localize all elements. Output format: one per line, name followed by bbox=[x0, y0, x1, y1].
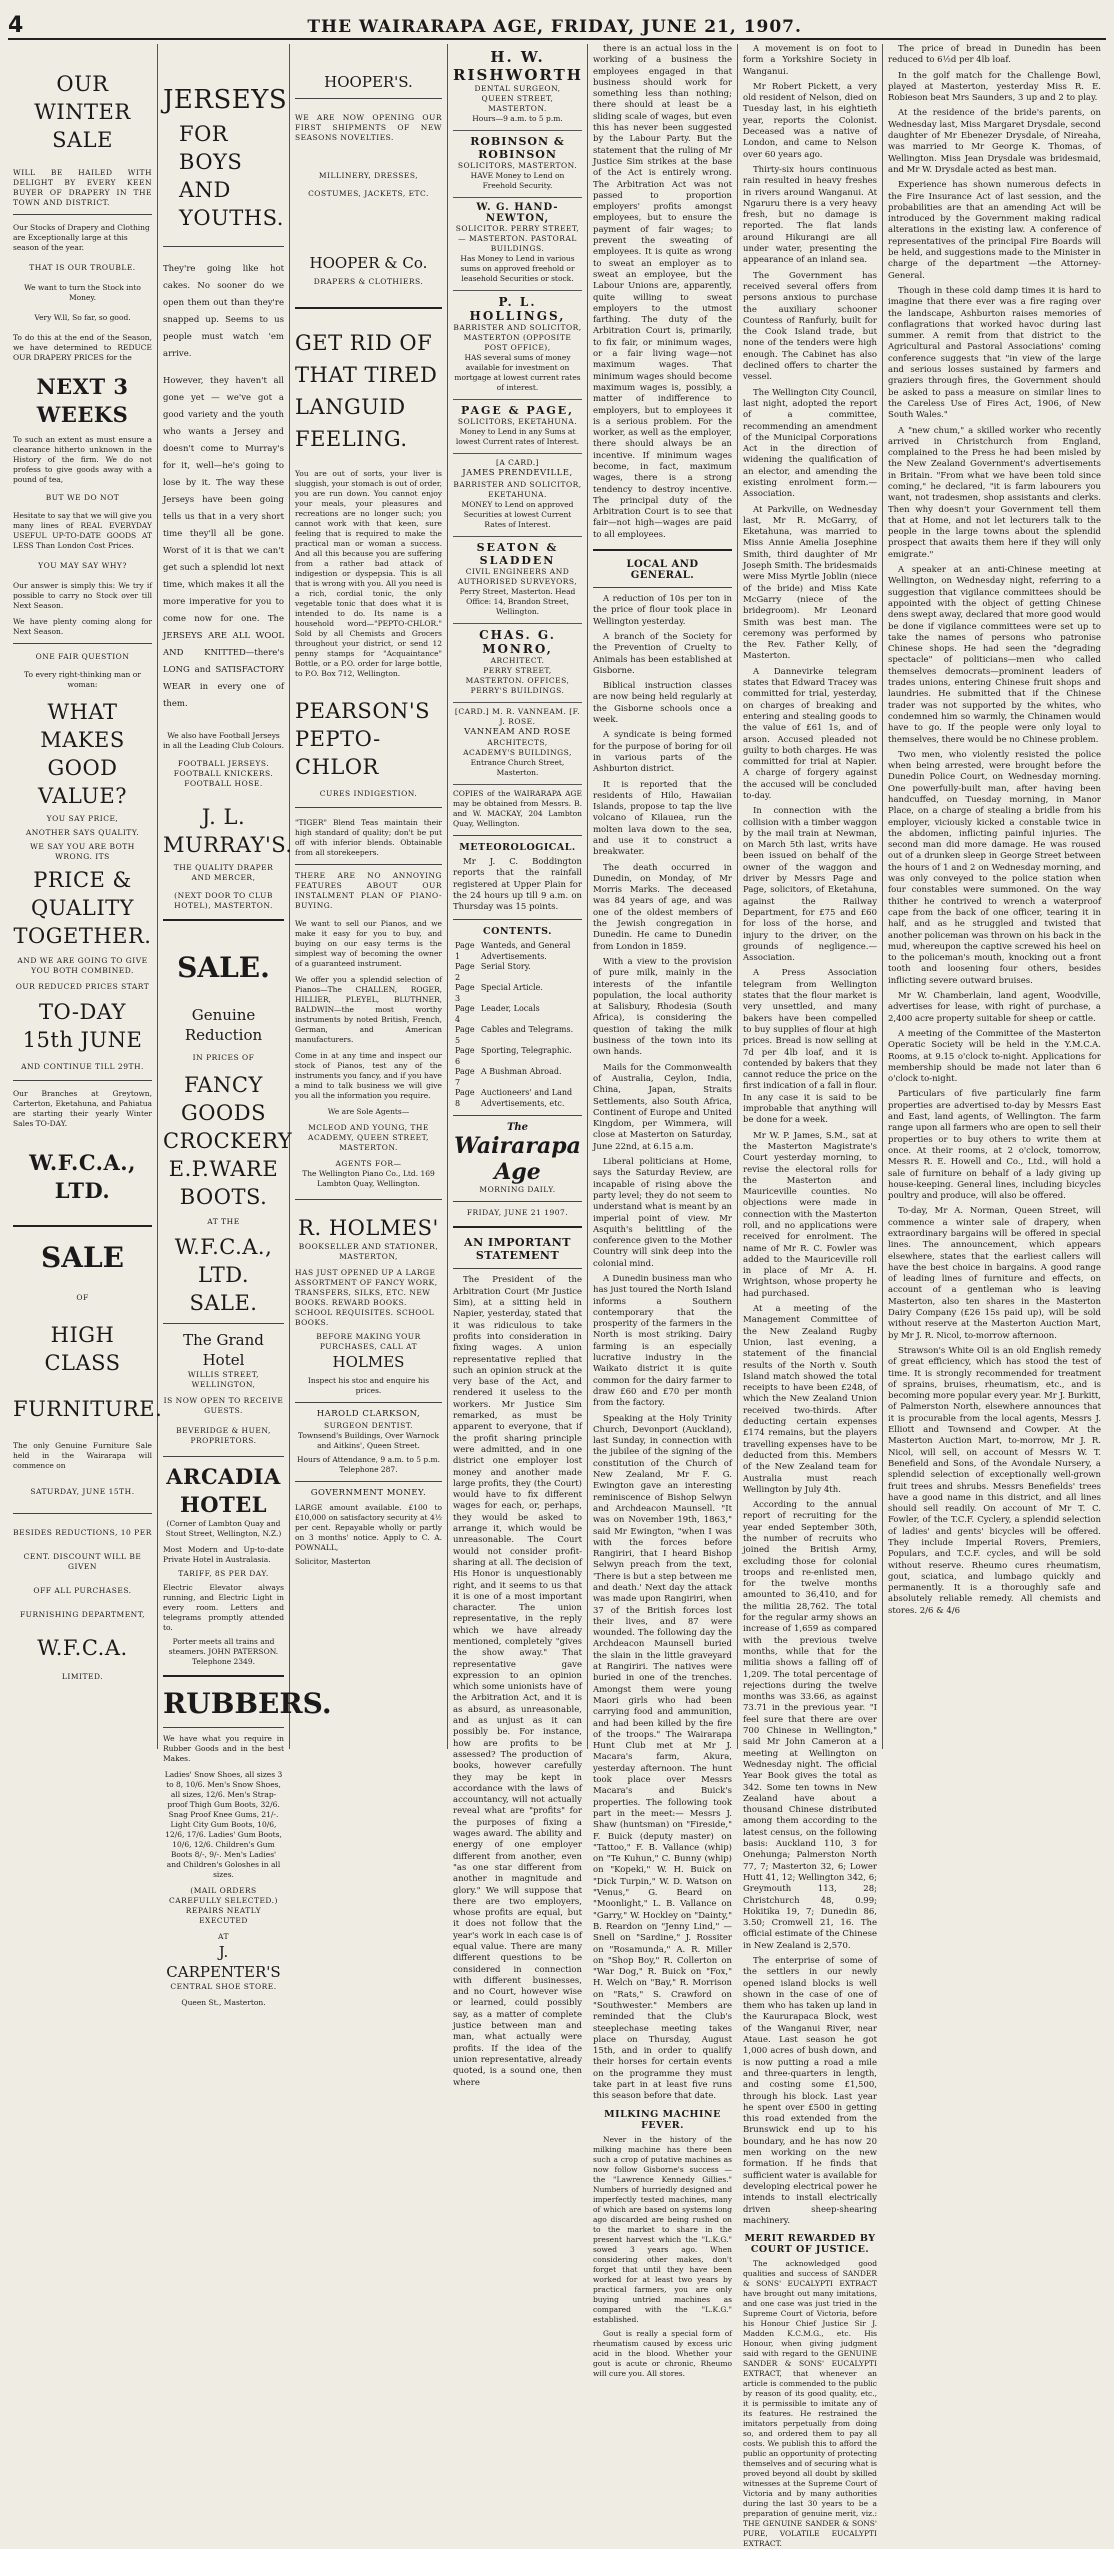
ad-heading: PEPTO-CHLOR bbox=[295, 727, 381, 779]
card-name: ROBINSON & ROBINSON bbox=[470, 135, 565, 161]
card-text: HAS several sums of money available for investment on mortgage at lowest current rates of interest. bbox=[454, 353, 581, 392]
ad-text: LIMITED. bbox=[61, 1672, 104, 1681]
ad-text: Most Modern and Up-to-date Private Hotel in Australasia. bbox=[163, 1545, 284, 1564]
ad-text: LARGE amount available. £100 to £10,000 on satisfactory security at 4½ per cent. Repayable wholly or partly on 3 months' notice. Apply to C. A. POWNALL, bbox=[295, 1503, 442, 1552]
ad-text: DRAPERS & CLOTHIERS. bbox=[313, 277, 424, 286]
ad-text: To every right-thinking man or woman: bbox=[24, 670, 141, 689]
card-text: CIVIL ENGINEERS AND AUTHORISED SURVEYORS, bbox=[457, 566, 578, 586]
ad-text: To do this at the end of the Season, we have determined to REDUCE OUR DRAPERY PRICES for the bbox=[13, 333, 152, 362]
page-number: 4 bbox=[8, 13, 24, 38]
ad-text: WILLIS STREET, WELLINGTON, bbox=[187, 1370, 260, 1389]
ad-text: ANOTHER SAYS QUALITY. bbox=[25, 828, 140, 837]
ad-text: However, they haven't all gone yet — we've got a good variety and the youth who wants a Jersey and doesn't come to Murray's for it, well—he's going to lose by it. The way these Jerseys have been going tells us that in a very short time they'll all be gone. Worst of it is that we can't get such a splendid lot next time, which makes it all the more imperative for you to come now for one. The JERSEYS ARE ALL WOOL AND KNITTED—there's LONG and SATISFACTORY WEAR in every one of them. bbox=[163, 376, 284, 709]
ad-text: Queen St., Masterton. bbox=[181, 1998, 266, 2007]
ad-text: Porter meets all trains and steamers. JOHN PATERSON. Telephone 2349. bbox=[168, 1637, 279, 1666]
notice-text: COPIES of the WAIRARAPA AGE may be obtained from Messrs. B. and W. MACKAY, 204 Lambton Quay, Wellington. bbox=[453, 789, 582, 828]
section-heading: MILKING MACHINE FEVER. bbox=[604, 2108, 721, 2131]
ad-text: MASTERTON, bbox=[339, 1252, 398, 1261]
ad-text: We are Sole Agents— bbox=[327, 1107, 410, 1116]
contents-page: Page 2 bbox=[455, 962, 475, 982]
column-1 bbox=[8, 44, 163, 1749]
card-name: PAGE & PAGE, bbox=[461, 404, 574, 417]
news-item: The Government has received several offers from persons anxious to purchase the auxiliary schooner Countess of Ranfurly, built for the Cook Island trade, but none of the tenders were high enough. The Cabinet has also declined offers to charter the vessel. bbox=[743, 270, 877, 383]
news-item: Strawson's White Oil is an old English remedy of great efficiency, which has stood the test of time. It is strongly recommended for treatment of sprains, bruises, rheumatism, etc., and is becoming more popular every year. Mr J. Burkitt, of Palmerston North, elsewhere announces that it is procurable from the local agents, Messrs J. Elliott and Townsend and Cowper. At the Masterton Auction Mart, to-morrow, Mr J. R. Nicol, will sell, on account of Messrs W. T. Benefield and Sons, of the Avondale Nursery, a splendid selection of exceptionally well-grown fruit trees and shrubs. Messrs Benefields' trees have a good name in this district, and all lines should sell readily. On account of Mr T. C. Fowler, of the T.C.F. Cyclery, a splendid selection of ladies' and gents' bicycles will be offered. They include Imperial Rovers, Premiers, Populars, and T.C.F. cycles, and will be sold without reserve. Rheumo cures rheumatism, gout, sciatica, and lumbago quickly and permanently. It is a thoroughly safe and absolutely reliable remedy. All chemists and stores. 2/6 & 4/6 bbox=[888, 1345, 1101, 1616]
card-name: H. W. RISHWORTH bbox=[453, 48, 583, 84]
ad-heading: FOR bbox=[179, 122, 229, 146]
ad-text: AND WE ARE GOING TO GIVE YOU BOTH COMBINED. bbox=[17, 956, 148, 975]
ad-text: IS NOW OPEN TO RECEIVE GUESTS. bbox=[163, 1396, 284, 1415]
news-item: A reduction of 10s per ton in the price of flour took place in Wellington yesterday. bbox=[593, 594, 732, 627]
contents-page: Page 1 bbox=[455, 941, 475, 961]
ad-heading: SALE bbox=[52, 128, 113, 152]
contents-entry: Serial Story. bbox=[480, 962, 531, 972]
ad-heading: J. L. MURRAY'S. bbox=[163, 805, 293, 857]
news-item: Mr W. P. James, S.M., sat at the Masterton Magistrate's Court yesterday morning, to revise the electoral rolls for the Masterton and Mauriceville counties. No objections were made in connection with the Masterton roll, and no applications were received for enrolment. The name of Mr R. C. Fowler was added to the Mauriceville roll in place of Mr A. H. Wrightson, whose property he had purchased. bbox=[743, 1130, 877, 1299]
ad-heading: SALE bbox=[41, 1241, 124, 1274]
contents-entry: A Bushman Abroad. bbox=[480, 1067, 562, 1077]
ad-heading: TOGETHER. bbox=[13, 924, 152, 948]
ad-text: We have what you require in Rubber Goods and in the best Makes. bbox=[163, 1734, 284, 1763]
news-item: The death occurred in Dunedin, on Monday, of Mr Morris Marks. The deceased was 84 years of age, and was one of the oldest members of the Jewish congregation in Dunedin. He came to Dunedin from London in 1859. bbox=[593, 862, 732, 952]
news-item: At Parkville, on Wednesday last, Mr R. McGarry, of Eketahuna, was married to Miss Annie Amelia Josephine Smith, third daughter of Mr Joseph Smith. The bridesmaids were Miss Myrtle Joblin (niece of the bride) and Miss Kate McGarry (niece of the bridegroom). Mr Leonard Smith was best man. The ceremony was performed by the Rev. Father Kelly, of Masterton. bbox=[743, 504, 878, 662]
ad-text: The Wellington Piano Co., Ltd. 169 Lambton Quay, Wellington. bbox=[302, 1169, 435, 1188]
ad-text: MCLEOD AND YOUNG, THE ACADEMY, QUEEN STREET, MASTERTON. bbox=[308, 1123, 429, 1152]
ad-text: Ladies' Snow Shoes, all sizes 3 to 8, 10/6. Men's Snow Shoes, all sizes, 12/6. Men's Strap-proof Thigh Gum Boots, 32/6. Snag Proof Knee Gums, 21/-. Light City Gum Boots, 10/6, 12/6, 17/6. Ladies' Gum Boots, 10/6, 12/6. Children's Gum Boots 8/-, 9/-. Men's Ladies' and Children's Goloshes in all sizes. bbox=[164, 1770, 283, 1879]
news-item: Experience has shown numerous defects in the Fire Insurance Act of last session, and the probabilities are that an amending Act will be introduced by the Government making radical alterations in the existing law. A conference of representatives of the principal Fire Boards will be held, and suggestions made to the Minister in charge of the department —the Attorney-General. bbox=[888, 180, 1101, 281]
ad-heading: GOVERNMENT MONEY. bbox=[310, 1487, 427, 1498]
ad-text: We want to turn the Stock into Money. bbox=[24, 283, 141, 302]
column-6 bbox=[738, 44, 883, 2549]
news-item: The price of bread in Dunedin has been reduced to 6½d per 4lb loaf. bbox=[888, 44, 1101, 66]
ad-text: (Corner of Lambton Quay and Stout Street, Wellington, N.Z.) bbox=[165, 1519, 282, 1538]
ad-text: ONE FAIR QUESTION bbox=[35, 652, 130, 661]
ad-heading: ARCADIA HOTEL bbox=[166, 1464, 281, 1517]
ad-text: Hesitate to say that we will give you many lines of REAL EVERYDAY USEFUL UP-TO-DATE GOODS AT LESS Than London Cost Prices. bbox=[13, 511, 152, 550]
ad-text: YOU SAY PRICE, bbox=[46, 814, 119, 823]
card-text: ACADEMY'S BUILDINGS, bbox=[463, 748, 572, 757]
news-item: Mails for the Commonwealth of Australia, Ceylon, India, China, Japan, Straits Settlements, also South Africa, Continent of Europe and United Kingdom, per Wimmera, will close at Masterton on Saturday, June 22nd, at 6.15 a.m. bbox=[593, 1062, 732, 1152]
contents-row bbox=[453, 962, 582, 983]
card-text: SOLICITOR. PERRY STREET, — MASTERTON. PASTORAL BUILDINGS. bbox=[455, 224, 580, 253]
contents-row bbox=[453, 1067, 582, 1088]
ad-text: CURES INDIGESTION. bbox=[319, 789, 418, 798]
card-text: Money to Lend in any Sums at lowest Current rates of Interest. bbox=[455, 427, 580, 446]
ad-heading: BOYS bbox=[179, 150, 243, 174]
ad-heading: JERSEYS bbox=[163, 85, 288, 115]
ad-text: OUR REDUCED PRICES START bbox=[15, 982, 150, 991]
ad-text: We offer you a splendid selection of Pianos—The CHALLEN, ROGER, HILLIER, PLEYEL, BLUTHNER, BALDWIN—the most worthy instruments by noted British, French, German, and American manufacturers. bbox=[295, 975, 442, 1044]
card-text: HAVE Money to Lend on Freehold Security. bbox=[470, 171, 565, 190]
ad-heading: HAROLD CLARKSON, bbox=[316, 1409, 421, 1419]
ad-text: BUT WE DO NOT bbox=[45, 493, 120, 502]
ad-text: To such an extent as must ensure a clearance hitherto unknown in the History of the firm. We do not profess to give goods away with a pound of tea, bbox=[13, 435, 152, 484]
section-heading: CONTENTS. bbox=[483, 926, 552, 938]
news-item: Mr Robert Pickett, a very old resident of Nelson, died on Tuesday last, in his eightieth year, reports the Colonist. Deceased was a native of London, and came to Nelson over 60 years ago. bbox=[743, 81, 877, 160]
ad-text: AT bbox=[217, 1932, 229, 1941]
contents-row bbox=[453, 983, 582, 1004]
contents-entry: Special Article. bbox=[480, 983, 543, 993]
ad-text: THE QUALITY DRAPER AND MERCER, bbox=[173, 863, 274, 882]
ad-heading: NEXT 3 WEEKS bbox=[36, 374, 129, 427]
contents-page: Page 5 bbox=[455, 1025, 475, 1045]
ad-text: We want to sell our Pianos, and we make it easy for you to buy, and buying on our easy terms is the simplest way of becoming the owner of a guaranteed instrument. bbox=[295, 919, 442, 968]
ad-text: HAS JUST OPENED UP A LARGE ASSORTMENT OF FANCY WORK, TRANSFERS, SILKS, ETC. NEW BOOKS. REWARD BOOKS. SCHOOL REQUISITES. SCHOOL BOOKS. bbox=[295, 1268, 438, 1327]
ad-text: Our Branches at Greytown, Carterton, Eketahuna, and Pahiatua are starting their yearly Winter Sales TO-DAY. bbox=[13, 1089, 152, 1128]
ad-heading: THAT TIRED bbox=[295, 363, 438, 387]
ad-text: Hours of Attendance, 9 a.m. to 5 p.m. Telephone 287. bbox=[296, 1454, 441, 1474]
news-item: According to the annual report of recruiting for the year ended September 30th, the number of recruits who joined the British Army, excluding those for colonial troops and re-enlisted men, for the twelve months amounted to 36,410, and for the militia 28,762. The total for the regular army shows an increase of 1,659 as compared with the previous twelve months, while that for the militia shows a falling off of 1,209. The total percentage of rejections during the twelve months was 33.66, as against 73.71 in the previous year. "I feel sure that there are over 700 Chinese in Wellington," said Mr John Cameron at a meeting at Wellington on Wednesday night. The official Year Book gives the total as 342. Some ten towns in New Zealand have about a thousand Chinese distributed among them according to the latest census, on the following basis: Auckland 110, 3 for Onehunga; Palmerston North 77, 7; Masterton 32, 6; Lower Hutt 41, 12; Wellington 342, 6; Greymouth 113, 28; Christchurch 48, 0.99; Hokitika 19, 7; Dunedin 86, 3.50; Cromwell 21, 16. The official estimate of the Chinese in New Zealand is 2,570. bbox=[743, 1500, 877, 1951]
ad-text: THERE ARE NO ANNOYING FEATURES ABOUT OUR INSTALMENT PLAN OF PIANO-BUYING. bbox=[295, 871, 442, 910]
ad-text: TARIFF, 8S PER DAY. bbox=[178, 1569, 269, 1578]
ad-text: BOOKSELLER AND STATIONER, bbox=[298, 1242, 439, 1251]
card-text: BARRISTER AND SOLICITOR, EKETAHUNA. bbox=[453, 479, 582, 499]
news-item: In the golf match for the Challenge Bowl, played at Masterton, yesterday Miss R. E. Robieson beat Mrs Saunders, 3 up and 2 to play. bbox=[888, 70, 1101, 104]
news-item: It is reported that the residents of Hilo, Hawaiian Islands, propose to tap the live volcano of Kilauea, run the molten lava down to the sea, and use it to construct a breakwater. bbox=[593, 779, 732, 858]
card-text: QUEEN STREET, MASTERTON. bbox=[481, 94, 554, 113]
article-text: Mr J. C. Boddington reports that the rainfall registered at Upper Plain for the 24 hours up till 9 a.m. on Thursday was 15 points. bbox=[453, 857, 582, 913]
card-name: SEATON & SLADDEN bbox=[476, 540, 559, 567]
news-item: A branch of the Society for the Prevention of Cruelty to Animals has been established at Gisborne. bbox=[593, 631, 732, 676]
card-text: Has Money to Lend in various sums on approved freehold or leasehold Securities or stock. bbox=[460, 254, 575, 283]
ad-heading: HOOPER'S. bbox=[324, 73, 413, 91]
news-item: The enterprise of some of the settlers in our newly opened island blocks is well shown in the case of one of them who has taken up land in the Kaururapaca Block, west of the Wanganui River, near Ataue. Last season he got 1,000 acres of bush down, and is now putting a road a mile and three-quarters in length, and costing some £1,500, through his block. Last year he spent over £500 in getting this road extended from the Brunswick end up to his boundary, and he has now 20 men working on the new formation. If he finds that sufficient water is available for developing electrical power he intends to install electrically driven sheep-shearing machinery. bbox=[743, 1955, 877, 2226]
news-item: A Press Association telegram from Wellington states that the flour market is very unsettled, and many bakers have been compelled to buy supplies of flour at high prices. Bread is now selling at 7d per 4lb loaf, and it is contended by bakers that they cannot reduce the price on the first indication of a fall in flour. In any case it is said to be improbable that anything will be done for a week. bbox=[743, 968, 877, 1126]
ad-text: Come in at any time and inspect our stock of Pianos, test any of the instruments you fancy, and if you have a mind to talk business we will give you all the information you require. bbox=[295, 1051, 442, 1100]
ad-text: Electric Elevator always running, and Electric Light in every room. Letters and telegrams promptly attended to. bbox=[163, 1583, 284, 1632]
ad-text: OF bbox=[76, 1293, 89, 1302]
card-text: DENTAL SURGEON, bbox=[474, 84, 561, 93]
ad-heading: W.F.C.A. bbox=[37, 1636, 128, 1660]
card-name: W. G. HAND-NEWTON, bbox=[476, 202, 559, 224]
ad-text: THAT IS OUR TROUBLE. bbox=[29, 263, 136, 272]
news-item: Biblical instruction classes are now being held regularly at the Gisborne schools once a week. bbox=[593, 681, 732, 726]
article-text: The President of the Arbitration Court (Mr Justice Sim), at a sitting held in Napier, yesterday, stated that it was ridiculous to take profits into consideration in fixing wages. A union representative replied that such an opinion struck at the very base of the Act, and rendered it useless to the workers. Mr Justice Sim remarked, as must be apparent to everyone, that if the profit sharing principle were admitted, and in one district one employer lost money and another made large profits, they (the Court) would have to fix different wages for each, or, perhaps, they would be asked to arrange it, which would be unreasonable. The Court would not consider profit-sharing at all. The decision of His Honor is unquestionably right, and it seems to us that it is one of a most important character. The union representative, in the reply which we have already mentioned, completely "gives the show away." That representative gave expression to an opinion which some unionists have of the Arbitration Act, and it is as absurd, as unreasonable, and as unjust as it can possibly be. For instance, how are profits to be assessed? The production of books, however carefully they may be kept in accordance with the laws of accountancy, will not actually reveal what are "profits" for the purposes of fixing a wages award. The ability and energy of one employer different from another, even "as one star different from another in magnitude and glory." We will suppose that there are two employers, whose profits are equal, but it does not follow that the year's work in each case is of equal value. There are many different questions to be considered in connection with different businesses, and no Court, however wise or learned, could possibly say, as a matter of complete justice between man and man, what actually were profits. If the idea of the union representative, already quoted, is a sound one, then where bbox=[453, 1275, 582, 2088]
contents-page: Page 3 bbox=[455, 983, 475, 1003]
column-7 bbox=[883, 44, 1106, 1749]
news-item: Two men, who violently resisted the police when being arrested, were brought before the Dunedin Police Court, on Wednesday morning. One powerfully-built man, after having been handcuffed, on Tuesday morning, in Manor Place, on a charge of stealing a bridle from his employer, viciously kicked a constable twice in the abdomen, inflicting painful injuries. The second man did more damage. He was roused out of a drunken sleep in George Street between the hours of 1 and 2 on Wednesday morning, and was only conveyed to the police station when four constables were summoned. On the way thither he contrived to wrench a waterproof cape from the back of one officer, tearing it in half, and as he struggled and twisted that another policeman was thrown on his back in the mud, whereupon the captive screwed his heel on to the policeman's mouth, knocking out a front tooth and loosening four others, besides inflicting severe outward bruises. bbox=[888, 749, 1101, 986]
ad-text: Solicitor, Masterton bbox=[295, 1557, 371, 1566]
card-text: Perry Street, Masterton. Head Office: 14, Brandon Street, Wellington. bbox=[459, 586, 576, 616]
ad-heading: HIGH CLASS bbox=[44, 1323, 121, 1375]
news-item: A speaker at an anti-Chinese meeting at Wellington, on Wednesday night, referring to a suggestion that vigilance committees should be appointed with the object of getting Chinese dens swept away, declared that more good would be done if vigilance committees were set up to take the names of persons who patronise Chinese shops. He had seen the "degrading spectacle" of politicians—men who called themselves democrats—prominent leaders of trades unions, entering Chinese fruit shops and laundries. He submitted that if the Chinese trader was not supported by the whites, who condemned him so warmly, the Chinamen would have to go. If the people were only loyal to themselves, there would be no Chinese problem. bbox=[888, 565, 1101, 745]
news-item: A Dannevirke telegram states that Edward Tracey was committed for trial, yesterday, on charges of breaking and entering and stealing goods to the value of £61 1s, and of arson. Accused pleaded not guilty to both charges. He was committed for trial at Napier. A charge of forgery against the accused will be concluded to-day. bbox=[743, 666, 877, 801]
news-item: In connection with the collision with a timber waggon by the mail train at Newman, on March 5th last, writs have been issued on behalf of the owner of the waggon and driver by Messrs Page and Page, solicitors, of Eketahuna, against the Railway Department, for £75 and £60 for loss of the horse, and injury to the driver, on the grounds of negligence.—Association. bbox=[743, 806, 877, 964]
card-text: BARRISTER AND SOLICITOR, bbox=[453, 323, 582, 332]
news-item: At a meeting of the Management Committee of the New Zealand Rugby Union, last evening, a statement of the financial results of the North v. South Island match showed the total receipts to have been £248, of which the New Zealand Union received two-thirds. After deducting certain expenses £174 remains, but the players travelling expenses have to be deducted from this. Members of the New Zealand team for Australia must reach Wellington by July 4th. bbox=[743, 1304, 877, 1495]
card-text: MONEY to Lend on approved Securities at lowest Current Rates of Interest. bbox=[461, 499, 574, 529]
ad-text: "TIGER" Blend Teas maintain their high standard of quality; don't be put off with inferior blends. Obtainable from all storekeepers. bbox=[295, 818, 442, 857]
section-heading: MERIT REWARDED BY COURT OF JUSTICE. bbox=[744, 2233, 876, 2256]
news-item: At the residence of the bride's parents, on Wednesday last, Miss Margaret Drysdale, second daughter of Mr Ebenezer Drysdale, of Nireaha, was married to Mr George K. Thomas, of Wellington. Miss Jean Drysdale was bridesmaid, and Mr W. Drysdale acted as best man. bbox=[888, 108, 1101, 175]
ad-heading: BOOTS. bbox=[179, 1185, 268, 1209]
card-text: ARCHITECTS, bbox=[487, 738, 548, 747]
ad-text: AT THE bbox=[207, 1217, 240, 1226]
paper-subtitle: MORNING DAILY. bbox=[479, 1185, 556, 1195]
ad-text: FURNISHING DEPARTMENT, bbox=[19, 1610, 146, 1619]
card-name: CHAS. G. MONRO, bbox=[479, 627, 556, 656]
news-item: A Dunedin business man who has just toured the North Island informs a Southern contemporary that the prosperity of the farmers in the North is most striking. Dairy farming is an especially lucrative industry in the Waikato district it is quite common for the dairy farmer to draw £60 and £70 per month from the factory. bbox=[593, 1273, 732, 1409]
ad-heading: YOUTHS. bbox=[179, 206, 284, 230]
contents-row bbox=[453, 1004, 582, 1025]
ad-heading: LANGUID bbox=[295, 395, 406, 419]
ad-text: SURGEON DENTIST. bbox=[323, 1420, 414, 1430]
ad-text: We also have Football Jerseys in all the Leading Club Colours. bbox=[163, 731, 285, 750]
card-text: ARCHITECT. bbox=[490, 655, 545, 665]
news-item: The acknowledged good qualities and success of SANDER & SONS' EUCALYPTI EXTRACT have brought out many imitations, and one case was just tried in the Supreme Court of Victoria, before his Honour Chief Justice Sir J. Madden K.C.M.G., etc. His Honour, when giving judgment said with regard to the GENUINE SANDER & SONS' EUCALYPTI EXTRACT, that whenever an article is commended to the public by reason of its good quality, etc., it is permissible to imitate any of its features. He restrained the imitators perpetually from doing so, and ordered them to pay all costs. We publish this to afford the public an opportunity of protecting themselves and of securing what is proved beyond all doubt by skilled witnesses at the Supreme Court of Victoria and by many authorities during the last 30 years to be a preparation of genuine merit, viz.: THE GENUINE SANDER & SONS' PURE, VOLATILE EUCALYPTI EXTRACT. bbox=[743, 2259, 877, 2549]
ad-text: Townsend's Buildings, Over Warnock and Aitkins', Queen Street. bbox=[298, 1430, 439, 1450]
ad-text: BESIDES REDUCTIONS, 10 PER bbox=[13, 1528, 152, 1537]
ad-heading: PEARSON'S bbox=[295, 699, 431, 723]
card-name: P. L. HOLLINGS, bbox=[469, 295, 566, 323]
ad-heading: FURNITURE. bbox=[13, 1397, 163, 1421]
ad-text: Inspect his stoc and enquire his prices. bbox=[307, 1376, 430, 1395]
contents-page: Page 4 bbox=[455, 1004, 475, 1024]
ad-text: Our answer is simply this: We try if possible to carry no Stock over till Next Season. bbox=[13, 581, 152, 610]
contents-entry: Wanteds, and General Advertisements. bbox=[480, 941, 571, 961]
ad-text: AND CONTINUE TILL 29TH. bbox=[21, 1062, 144, 1071]
ad-heading: FEELING. bbox=[295, 427, 408, 451]
ad-heading: Genuine Reduction bbox=[184, 1006, 263, 1044]
card-name: VANNEAM AND ROSE bbox=[464, 726, 571, 737]
ad-heading: WHAT MAKES bbox=[40, 700, 125, 752]
ad-text: FOOTBALL JERSEYS. FOOTBALL KNICKERS. FOOTBALL HOSE. bbox=[173, 759, 274, 788]
ad-heading: SALE. bbox=[177, 951, 270, 984]
ad-text: CENT. DISCOUNT WILL BE GIVEN bbox=[23, 1552, 142, 1571]
card-text: MASTERTON (OPPOSITE POST OFFICE), bbox=[463, 333, 572, 352]
article-text: there is an actual loss in the working of a business the employees engaged in that business should work for something less than nothing; there should at least be a sliding scale of wages, but even this has never been suggested by the Labour Party. But the statement that the ruling of Mr Justice Sim strikes at the base of the Act is entirely wrong. The Arbitration Act was not passed to proportion employers' profits amongst employees, but to ensure the payment of fair wages; to prevent the sweating of employees. It is quite as wrong to sweat an employer as to sweat an employee, but the Labour Unions are, apparently, quite willing to sweat employers to the utmost farthing. The duty of the Arbitration Court is, primarily, to fix fair, or minimum wages, or a fair living wage—not maximum wages. That minimum wages should become maximum wages is, possibly, a matter of indifference to employers, but to employees it is a serious problem. For the worker, as well as the employer, there should always be an incentive. If minimum wages become, in fact, maximum wages, there is a strong tendency to destroy incentive. The principal duty of the Arbitration Court is to see that fair—not high—wages are paid to all employees. bbox=[593, 44, 732, 540]
section-heading: METEOROLOGICAL. bbox=[459, 842, 576, 853]
news-item: Though in these cold damp times it is hard to imagine that there ever was a fire raging over the landscape, Ashburton raises memories of conflagrations that worked havoc during last summer. A remit from that district to the Agricultural and Pastoral Associations' coming conference suggests that "in view of the large and serious losses sustained by farmers and graziers through fires, the Government should be asked to pass a measure on similar lines to the Careless Use of Fires Act, 1906, of New South Wales." bbox=[888, 285, 1101, 421]
ad-text: IN PRICES OF bbox=[192, 1053, 255, 1062]
card-text: Hours—9 a.m. to 5 p.m. bbox=[472, 114, 563, 123]
column-4 bbox=[448, 44, 588, 2088]
card-text: [A CARD.] bbox=[495, 458, 540, 467]
contents-entry: Auctioneers' and Land Advertisements, etc. bbox=[480, 1088, 573, 1108]
paper-name: Wairarapa Age bbox=[454, 1133, 581, 1186]
card-text: PERRY STREET, MASTERTON. OFFICES, PERRY'S BUILDINGS. bbox=[465, 665, 570, 695]
ad-text: BEFORE MAKING YOUR PURCHASES, CALL AT bbox=[316, 1332, 421, 1351]
contents-row bbox=[453, 1046, 582, 1067]
ad-text: MILLINERY, DRESSES, COSTUMES, JACKETS, ETC. bbox=[308, 171, 429, 198]
news-item: Speaking at the Holy Trinity Church, Devonport (Auckland), last Sunday, in connection with the jubilee of the signing of the constitution of the Church of New Zealand, Mr F. G. Ewington gave an interesting reminiscence of Bishop Selwyn and Archdeacon Maunsell. "It was on November 19th, 1863," said Mr Ewington, "when I was with the forces before Rangiriri, that I heard Bishop Selwyn preach from the text, 'There is but a step between me and death.' Next day the attack was made upon Rangiriri, when 37 of the British forces lost their lives, and 87 were wounded. The following day the Archdeacon Maunsell buried the slain in the little graveyard at Rangiriri. The natives were buried in one of the trenches. Amongst them were young Maori girls who had been carrying food and ammunition, and had been killed by the fire of the troops." The Wairarapa Hunt Club met at Mr J. Macara's farm, Akura, yesterday afternoon. The hunt took place over Messrs Macara's and Buick's properties. The following took part in the meet:— Messrs J. Shaw (huntsman) on "Fireside," F. Buick (deputy master) on "Tattoo," F. B. Vallance (whip) on "Te Kuhun," C. Bunny (whip) on "Kopeki," W. H. Buick on "Dick Turpin," W. D. Watson on "Venus," G. Beard on "Moonlight," L. B. Vallance on "Garry," W. Hockley on "Dainty," B. Reardon on "Jenny Lind," — Snell on "Sardine," J. Rossiter on "Rosamunda," A. R. Miller on "Shop Boy," R. Collerton on "War Dog," R. Buick on "Fox," H. Welch on "Bay," R. Morrison on "Rats," S. Crawford on "Southwester." Members are reminded that the Club's steeplechase meeting takes place on Thursday, August 15th, and in order to qualify their horses for certain events on the programme they must take part in at least five runs this season before that date. bbox=[593, 1413, 732, 2102]
ad-text: (NEXT DOOR TO CLUB HOTEL), MASTERTON. bbox=[174, 891, 273, 910]
ad-text: AGENTS FOR— bbox=[335, 1159, 402, 1168]
ad-text: WE ARE NOW OPENING OUR FIRST SHIPMENTS OF NEW SEASONS NOVELTIES. bbox=[295, 113, 442, 142]
issue-date: FRIDAY, JUNE 21 1907. bbox=[466, 1208, 569, 1218]
ad-text: You are out of sorts, your liver is sluggish, your stomach is out of order, you are run down. You cannot enjoy your meals, your pleasures and recreations are no longer such; you cannot work with that keen, sure feeling that is required to make the practical man or woman a success. And all this because you are suffering from a rather bad attack of indigestion or dyspepsia. This is all that is wrong with you. All you need is a rich, cordial tonic, the only vegetable tonic that does what it is intended to do. Its name is a household word—"PEPTO-CHLOR." Sold by all Chemists and Grocers throughout your district, or send 12 penny stamps for "Acquaintance" Bottle, or a P.O. order for large bottle, to P.O. Box 712, Wellington. bbox=[295, 469, 442, 678]
ad-text: (MAIL ORDERS CAREFULLY SELECTED.) REPAIRS NEATLY EXECUTED bbox=[169, 1886, 278, 1925]
news-item: A movement is on foot to form a Yorkshire Society in Wanganui. bbox=[743, 44, 877, 77]
ad-heading: R. HOLMES' bbox=[298, 1216, 439, 1240]
ad-heading: TO-DAY 15th JUNE bbox=[22, 1000, 143, 1052]
article-heading: AN IMPORTANT STATEMENT bbox=[464, 1236, 571, 1263]
news-item: Particulars of five particularly fine farm properties are advertised to-day by Messrs East and East, land agents, of Wellington. The farm range upon all farmers who are open to sell their properties or to buy others to write them at once. At their rooms, at 2 o'clock, tomorrow, Messrs R. E. Howell and Co., Ltd., will hold a sale of furniture on behalf of a lady giving up house-keeping. General lines, including bicycles poultry and produce, will also be offered. bbox=[888, 1089, 1101, 1202]
ad-heading: SALE. bbox=[189, 1291, 258, 1315]
ad-text: The only Genuine Furniture Sale held in the Wairarapa will commence on bbox=[13, 1441, 152, 1470]
ad-text: Very W.ll, So far, so good. bbox=[34, 313, 131, 322]
card-text: Entrance Church Street, Masterton. bbox=[470, 758, 565, 777]
ad-text: Our Stocks of Drapery and Clothing are Exceptionally large at this season of the year. bbox=[13, 223, 150, 252]
contents-page: Page 8 bbox=[455, 1088, 475, 1108]
ad-heading: The Grand Hotel bbox=[183, 1331, 264, 1369]
column-2 bbox=[158, 44, 332, 2007]
news-item: A meeting of the Committee of the Masterton Operatic Society will be held in the Y.M.C.A. Rooms, at 9.15 o'clock to-night. Applications for membership should be made not later than 6 o'clock to-night. bbox=[888, 1028, 1101, 1085]
contents-row bbox=[453, 1025, 582, 1046]
card-text: [CARD.] M. R. VANNEAM. [F. J. ROSE. bbox=[454, 706, 581, 726]
ad-text: They're going like hot cakes. No sooner do we open them out than they're snapped up. Seems to us people must watch 'em arrive. bbox=[163, 264, 284, 359]
ad-heading: GET RID OF bbox=[295, 331, 433, 355]
card-name: JAMES PRENDEVILLE, bbox=[462, 468, 573, 478]
ad-heading: RUBBERS. bbox=[163, 1687, 332, 1720]
news-item: Never in the history of the milking machine has there been such a crop of putative machines as now follow Gisborne's success — the "Lawrence Kennedy Gillies." Numbers of hurriedly designed and imperfectly tested machines, many of which are based on systems long ago discarded are being rushed on to the market to share in the present harvest which the "L.K.G." sowed 3 years ago. When considering other makes, don't forget that until they have been worked for at least two years by practical farmers, you are only buying untried machines as compared with the "L.K.G." established. bbox=[593, 2134, 732, 2324]
news-item: A syndicate is being formed for the purpose of boring for oil in various parts of the Ashburton district. bbox=[593, 730, 732, 775]
ad-text: CENTRAL SHOE STORE. bbox=[170, 1982, 277, 1991]
contents-row bbox=[453, 941, 582, 962]
ad-heading: W.F.C.A., LTD. bbox=[174, 1235, 273, 1287]
paper-title: THE WAIRARAPA AGE, FRIDAY, JUNE 21, 1907. bbox=[307, 17, 802, 37]
card-text: SOLICITORS, MASTERTON. bbox=[457, 161, 578, 170]
news-item: Gout is really a special form of rheumatism caused by excess uric acid in the blood. Whether your gout is acute or chronic, Rheumo will cure you. All stores. bbox=[593, 2328, 732, 2378]
ad-text: We have plenty coming along for Next Season. bbox=[13, 617, 152, 636]
ad-text: WILL BE HAILED WITH DELIGHT BY EVERY KEEN BUYER OF DRAPERY IN THE TOWN AND DISTRICT. bbox=[13, 168, 152, 207]
news-item: A "new chum," a skilled worker who recently arrived in Christchurch from England, complained to the Press he had been misled by the New Zealand Government's advertisements in Britain. "From what we have been told since coming," he declared, "it is farm labourers you want, not tradesmen, shop assistants and clerks. Then why doesn't your Government tell them that at Home, and not let lecturers talk to the people in the large towns about the splendid prospect that awaits them here if they will only emigrate." bbox=[888, 425, 1101, 560]
ad-heading: AND bbox=[179, 178, 231, 202]
contents-row bbox=[453, 1088, 582, 1109]
ad-text: BEVERIDGE & HUEN, PROPRIETORS. bbox=[176, 1426, 271, 1445]
column-3 bbox=[290, 44, 448, 1749]
contents-entry: Sporting, Telegraphic. bbox=[480, 1046, 572, 1056]
contents-page: Page 6 bbox=[455, 1046, 475, 1066]
ad-heading: PRICE & QUALITY bbox=[30, 868, 135, 920]
contents-table bbox=[453, 941, 582, 1109]
ad-heading: FANCY GOODS bbox=[181, 1073, 266, 1125]
news-item: Mr W. Chamberlain, land agent, Woodville, advertises for lease, with right of purchase, a 2,400 acre property suitable for sheep or cattle. bbox=[888, 991, 1101, 1024]
contents-page: Page 7 bbox=[455, 1067, 475, 1087]
ad-heading: W.F.C.A., LTD. bbox=[29, 1150, 136, 1203]
ad-text: OFF ALL PURCHASES. bbox=[33, 1586, 132, 1595]
column-5 bbox=[588, 44, 738, 2378]
ad-heading: CROCKERY bbox=[163, 1129, 293, 1153]
paper-name: The bbox=[506, 1122, 529, 1134]
ad-text: YOU MAY SAY WHY? bbox=[38, 561, 127, 570]
section-heading: LOCAL AND GENERAL. bbox=[626, 559, 699, 582]
news-item: Liberal politicians at Home, says the Saturday Review, are incapable of rising above the party level; they do not seem to understand what is meant by an imperial point of view. Mr Asquith's belittling of the conference given to the Mother Country will sink deep into the colonial mind. bbox=[593, 1157, 732, 1269]
masthead bbox=[8, 8, 1106, 40]
ad-heading: E.P.WARE bbox=[168, 1157, 279, 1181]
card-text: SOLICITORS, EKETAHUNA. bbox=[457, 417, 578, 426]
news-item: To-day, Mr A. Norman, Queen Street, will commence a winter sale of drapery, when extraordinary bargains will be offered in special lines. The announcement, which appears elsewhere, states that the earliest callers will have the best choice in bargains. A good range of leading lines of furniture and effects, on account of a gentleman who is leaving Masterton, also ten shares in the Masterton Dairy Company (£26 15s paid up), will be sold without reserve at the Masterton Auction Mart, by Mr J. R. Nicol, to-morrow afternoon. bbox=[888, 1206, 1101, 1341]
news-item: Thirty-six hours continuous rain resulted in heavy freshes in rivers around Wanganui. At Ngaruru there is a very heavy fresh, but no damage is reported. The flat lands around Hikurangi are all under water, presenting the appearance of an inland sea. bbox=[743, 164, 877, 266]
contents-entry: Leader, Locals bbox=[480, 1004, 540, 1014]
ad-text: SATURDAY, JUNE 15TH. bbox=[30, 1487, 135, 1496]
ad-heading: HOOPER & Co. bbox=[309, 254, 428, 272]
ad-heading: HOLMES bbox=[332, 1353, 405, 1371]
ad-heading: J. CARPENTER'S bbox=[166, 1943, 281, 1981]
news-item: With a view to the provision of pure milk, mainly in the interests of the infantile population, the local authority at Salisbury, Rhodesia (South Africa), is considering the question of taking the milk business of the town into its own hands. bbox=[593, 956, 732, 1058]
news-item: The Wellington City Council, last night, adopted the report of a committee, recommending an amendment of the Municipal Corporations Act in the direction of widening the qualification of an elector, and amending the existing enrolment form.—Association. bbox=[743, 387, 877, 500]
ad-heading: OUR WINTER bbox=[34, 72, 131, 124]
ad-heading: GOOD VALUE? bbox=[38, 756, 127, 808]
ad-text: WE SAY YOU ARE BOTH WRONG. ITS bbox=[30, 842, 135, 861]
contents-entry: Cables and Telegrams. bbox=[480, 1025, 574, 1035]
